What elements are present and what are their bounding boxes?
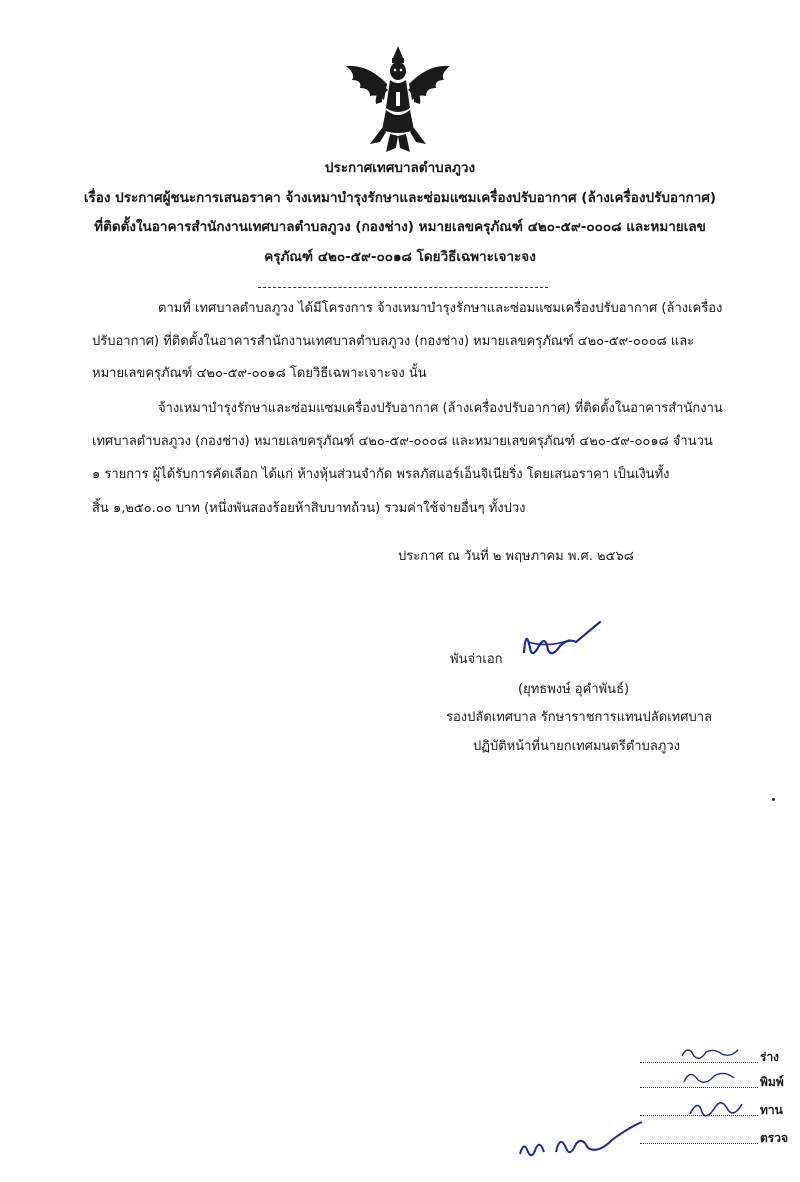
signer-rank: พันจ่าเอก [450,652,503,667]
agency-announcement-title: ประกาศเทศบาลตำบลภูวง [324,160,476,176]
reviewed-label: ทาน [760,1103,783,1117]
paragraph-1-line-2: ปรับอากาศ) ที่ติดตั้งในอาคารสำนักงานเทศบาลตำบลภูวง (กองช่าง) หมายเลขครุภัณฑ์ ๔๒๐-๕๙-๐๐๐๘ และ [92,334,695,349]
handwritten-initials [676,1040,756,1132]
checked-label: ตรวจ [760,1131,789,1145]
handwritten-signature [518,618,604,666]
subject-line-1: เรื่อง ประกาศผู้ชนะการเสนอราคา จ้างเหมาบำรุงรักษาและซ่อมแซมเครื่องปรับอากาศ (ล้างเครื่องปรับอากาศ) [83,190,717,206]
signer-name: (ยุทธพงษ์ อุคำพันธ์) [518,682,630,697]
paragraph-2-line-3: ๑ รายการ ผู้ได้รับการคัดเลือก ได้แก่ ห้างหุ้นส่วนจำกัด พรลภัสแอร์เอ็นจิเนียริ่ง โดยเสนอราคา เป็นเงินทั้ง [92,467,670,482]
paragraph-2-line-1: จ้างเหมาบำรุงรักษาและซ่อมแซมเครื่องปรับอากาศ (ล้างเครื่องปรับอากาศ) ที่ติดตั้งในอาคารสำนักงาน [158,401,723,416]
typed-label: พิมพ์ [760,1075,784,1089]
signer-position-1: รองปลัดเทศบาล รักษาราชการแทนปลัดเทศบาล [446,710,712,725]
signer-position-2: ปฏิบัติหน้าที่นายกเทศมนตรีตำบลภูวง [473,739,680,754]
paragraph-2-line-4: สิ้น ๑,๒๕๐.๐๐ บาท (หนึ่งพันสองร้อยห้าสิบบาทถ้วน) รวมค่าใช้จ่ายอื่นๆ ทั้งปวง [92,501,526,516]
stray-dot [772,798,775,801]
subject-line-2: ที่ติดตั้งในอาคารสำนักงานเทศบาลตำบลภูวง (กองช่าง) หมายเลขครุภัณฑ์ ๔๒๐-๕๙-๐๐๐๘ และหมายเลข [94,219,706,235]
subject-line-3: ครุภัณฑ์ ๔๒๐-๕๙-๐๐๑๘ โดยวิธีเฉพาะเจาะจง [264,249,536,265]
header-separator [258,287,548,288]
paragraph-1-line-1: ตามที่ เทศบาลตำบลภูวง ได้มีโครงการ จ้างเหมาบำรุงรักษาและซ่อมแซมเครื่องปรับอากาศ (ล้างเครื่อง [158,301,723,316]
draft-label: ร่าง [760,1050,780,1064]
checked-initial-line [640,1143,758,1144]
paragraph-1-line-3: หมายเลขครุภัณฑ์ ๔๒๐-๕๙-๐๐๑๘ โดยวิธีเฉพาะเจาะจง นั้น [92,366,427,381]
second-handwritten-signature [516,1118,646,1168]
garuda-emblem [340,44,456,154]
paragraph-2-line-2: เทศบาลตำบลภูวง (กองช่าง) หมายเลขครุภัณฑ์ ๔๒๐-๕๙-๐๐๐๘ และหมายเลขครุภัณฑ์ ๔๒๐-๕๙-๐๐๑๘ จำนวน [92,434,713,449]
announcement-date: ประกาศ ณ วันที่ ๒ พฤษภาคม พ.ศ. ๒๕๖๘ [398,549,634,564]
